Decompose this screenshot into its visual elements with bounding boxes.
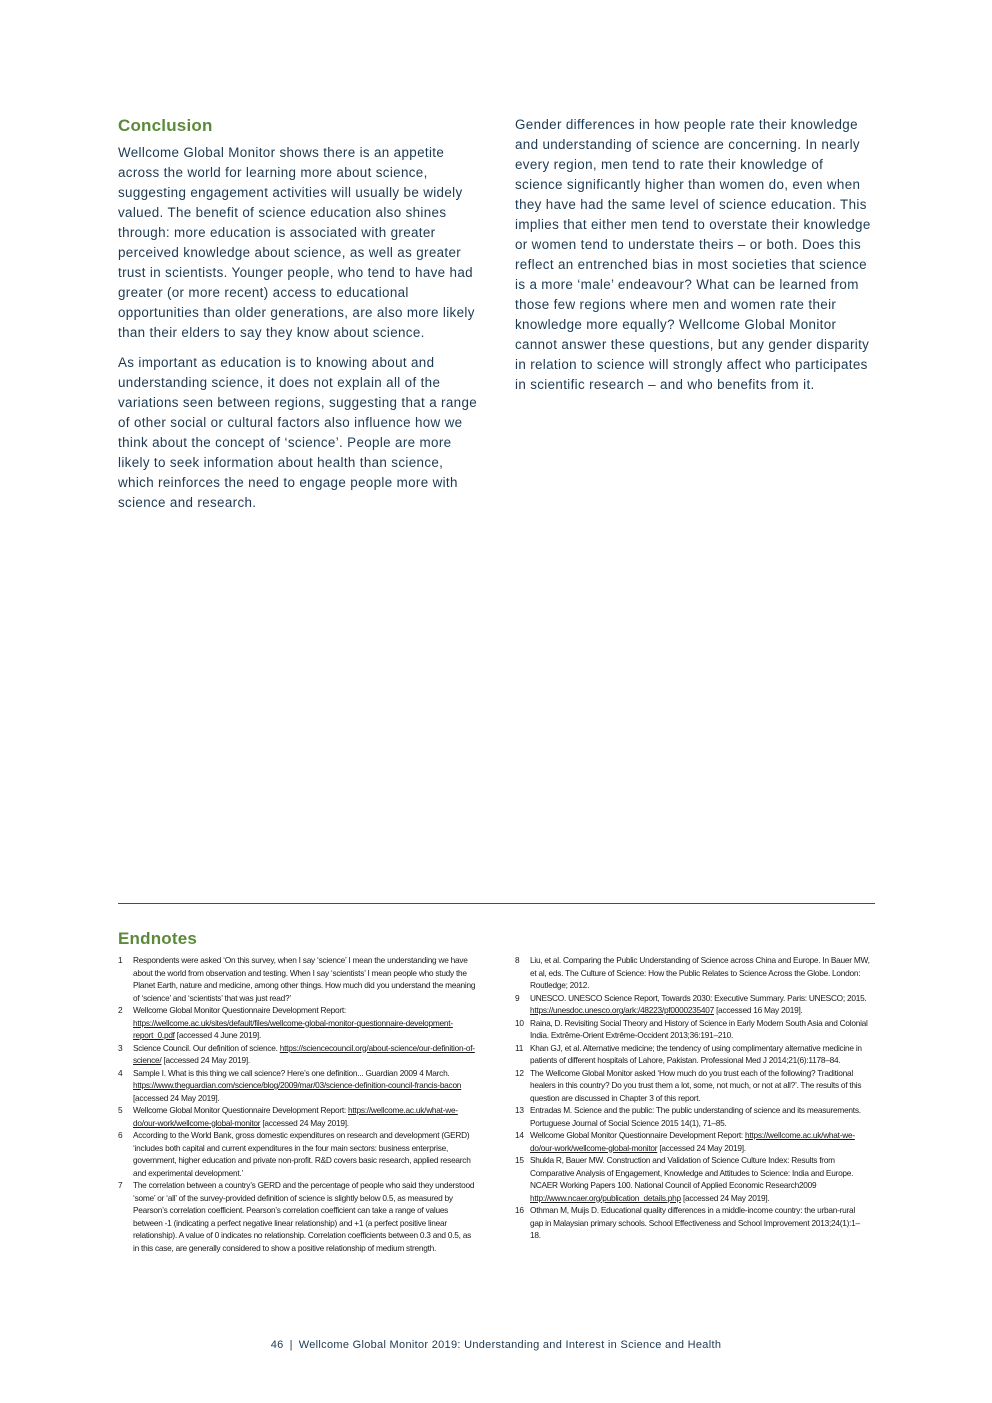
endnote-accessed-date: [accessed 16 May 2019]. — [714, 1005, 803, 1015]
endnote-link[interactable]: https://sciencecouncil.org/about-science/our-definition-of-science/ — [133, 1042, 475, 1065]
endnote-text: The correlation between a country’s GERD and the percentage of people who said they understood ‘some’ or ‘all’ of the survey-provided definition of science is slightly below 0.5, as measured by Pearson’s correlation coefficient. Pearson’s correlation coefficient can take a range of values between -1 (indicating a perfect negative linear relationship) and +1 (a perfect positive linear relationship). A value of 0 indicates no relationship. Correlation coefficients between 0.3 and 0.5, as in this case, are generally considered to show a positive relationship of medium strength. — [133, 1180, 475, 1253]
footer-title: Wellcome Global Monitor 2019: Understanding and Interest in Science and Health — [298, 1339, 722, 1351]
endnote-link[interactable]: https://wellcome.ac.uk/what-we-do/our-work/wellcome-global-monitor — [530, 1130, 855, 1153]
endnote-text: Wellcome Global Monitor Questionnaire Development Report: — [133, 1005, 346, 1015]
endnote-item — [515, 954, 870, 992]
endnote-item — [118, 1129, 476, 1179]
endnote-item — [118, 1104, 476, 1129]
endnote-item — [515, 1154, 870, 1204]
endnote-text: Wellcome Global Monitor Questionnaire Development Report: — [133, 1105, 349, 1115]
conclusion-paragraph-3: Gender differences in how people rate their knowledge and understanding of science are concerning. In nearly every region, men tend to rate their knowledge of science significantly higher than women do, even when they have had the same level of science education. This implies that either men tend to overstate their knowledge or women tend to understate theirs – or both. Does this reflect an entrenched bias in most societies that science is a more ‘male’ endeavour? What can be learned from those few regions where men and women rate their knowledge more equally? Wellcome Global Monitor cannot answer these questions, but any gender disparity in relation to science will strongly affect who participates in scientific research – and who benefits from it. — [515, 117, 871, 392]
endnote-text: Sample I. What is this thing we call science? Here’s one definition... Guardian 2009 4 March. — [133, 1067, 450, 1078]
endnote-accessed-date: [accessed 24 May 2019]. — [161, 1055, 250, 1065]
endnote-number: 13 — [515, 1105, 524, 1115]
endnote-text: UNESCO. UNESCO Science Report, Towards 2030: Executive Summary. Paris: UNESCO; 2015. — [530, 992, 867, 1003]
endnote-number: 9 — [515, 992, 520, 1003]
endnote-item — [118, 1042, 476, 1067]
endnote-number: 14 — [515, 1130, 524, 1140]
section-divider — [118, 903, 875, 904]
endnote-number: 1 — [118, 955, 123, 965]
endnote-number: 3 — [118, 1042, 123, 1053]
endnote-number: 16 — [515, 1205, 524, 1215]
endnote-number: 4 — [118, 1067, 123, 1078]
endnote-link[interactable]: https://www.theguardian.com/science/blog/2009/mar/03/science-definition-council-francis-bacon — [133, 1080, 462, 1090]
endnote-text: Shukla R, Bauer MW. Construction and Validation of Science Culture Index: Results from Comparative Analysis of Engagement, Knowledge and Attitudes to Science: India and Europe. NCAER Working Papers 100. National Council of Applied Economic Research2009 — [530, 1155, 854, 1190]
endnote-item — [515, 1129, 870, 1154]
endnote-item — [515, 1017, 870, 1042]
conclusion-paragraph-1: Wellcome Global Monitor shows there is an appetite across the world for learning more about science, suggesting engagement activities will usually be widely valued. The benefit of science education also shines through: more education is associated with greater perceived knowledge about science, as well as greater trust in scientists. Younger people, who tend to have had greater (or more recent) access to educational opportunities than older generations, are also more likely than their elders to say they know about science. — [118, 145, 475, 340]
endnote-accessed-date: [accessed 24 May 2019]. — [260, 1117, 349, 1128]
endnote-accessed-date: [accessed 24 May 2019]. — [133, 1092, 220, 1103]
page-number: 46 — [270, 1339, 284, 1351]
endnote-item — [515, 1204, 870, 1242]
endnote-item — [118, 1179, 476, 1254]
conclusion-left-column — [118, 143, 480, 523]
endnote-item — [515, 1067, 870, 1105]
endnote-text: Wellcome Global Monitor Questionnaire Development Report: — [530, 1130, 746, 1140]
endnote-accessed-date: [accessed 4 June 2019]. — [174, 1030, 262, 1040]
endnote-number: 15 — [515, 1155, 524, 1165]
endnote-number: 5 — [118, 1105, 123, 1115]
endnote-item — [118, 1004, 476, 1042]
endnote-number: 8 — [515, 955, 520, 965]
endnote-accessed-date: [accessed 24 May 2019]. — [680, 1192, 770, 1203]
endnote-number: 6 — [118, 1130, 123, 1140]
endnotes-heading: Endnotes — [118, 929, 198, 948]
endnote-accessed-date: [accessed 24 May 2019]. — [657, 1142, 746, 1153]
conclusion-right-column — [515, 115, 873, 405]
endnote-text: Liu, et al. Comparing the Public Understanding of Science across China and Europe. In Bauer MW, et al, eds. The Culture of Science: How the Public Relates to Science Across the Globe. London: Routledge; 2012. — [530, 955, 870, 990]
endnotes-list-left — [118, 954, 476, 1254]
endnote-text: Othman M, Muijs D. Educational quality differences in a middle-income country: the urban-rural gap in Malaysian primary schools. School Effectiveness and School Improvement 2013;24(1):1–18. — [530, 1205, 860, 1240]
endnote-text: Entradas M. Science and the public: The public understanding of science and its measurements. Portuguese Journal of Social Science 2015 14(1), 71–85. — [530, 1105, 861, 1128]
endnote-text: Respondents were asked ‘On this survey, when I say ‘science’ I mean the understanding we have about the world from observation and testing. When I say ‘scientists’ I mean people who study the Planet Earth, nature and medicine, among other things. How much did you understand the meaning of ‘science’ and ‘scientists’ that was just read?’ — [133, 955, 476, 1003]
endnote-link[interactable]: https://wellcome.ac.uk/sites/default/files/wellcome-global-monitor-questionnaire-development-report_0.pdf — [133, 1017, 453, 1040]
endnote-text: Science Council. Our definition of science. — [133, 1042, 280, 1053]
endnotes-list-right — [515, 954, 870, 1242]
endnote-number: 10 — [515, 1017, 524, 1028]
endnote-item — [515, 1104, 870, 1129]
endnote-link[interactable]: https://unesdoc.unesco.org/ark:/48223/pf0000235407 — [530, 1005, 715, 1015]
endnote-item — [515, 1042, 870, 1067]
endnote-text: Khan GJ, et al. Alternative medicine; the tendency of using complimentary alternative medicine in patients of different hospitals of Lahore, Pakistan. Professional Med J 2014;21(6):1178–84. — [530, 1042, 862, 1065]
endnote-link[interactable]: http://www.ncaer.org/publication_details.php — [530, 1192, 681, 1203]
endnote-number: 12 — [515, 1067, 524, 1078]
endnote-text: Raina, D. Revisiting Social Theory and History of Science in Early Modern South Asia and Colonial India. Extrême-Orient Extrême-Occident 2013;36:191–210. — [530, 1017, 868, 1040]
endnote-number: 11 — [515, 1042, 524, 1053]
conclusion-paragraph-2: As important as education is to knowing about and understanding science, it does not explain all of the variations seen between regions, suggesting that a range of other social or cultural factors also influence how we think about the concept of ‘science’. People are more likely to seek information about health than science, which reinforces the need to engage people more with science and research. — [118, 355, 478, 510]
endnote-text: The Wellcome Global Monitor asked ‘How much do you trust each of the following? Traditional healers in this country? Do you trust them a lot, some, not much, or not at all?’. The results of this question are discussed in Chapter 3 of this report. — [530, 1067, 862, 1103]
endnote-item — [515, 992, 870, 1017]
endnote-item — [118, 954, 476, 1004]
page-footer — [0, 1339, 992, 1351]
endnote-link[interactable]: https://wellcome.ac.uk/what-we-do/our-work/wellcome-global-monitor — [133, 1105, 458, 1128]
endnote-number: 2 — [118, 1005, 123, 1015]
footer-separator: | — [289, 1339, 293, 1351]
endnote-text: According to the World Bank, gross domestic expenditures on research and development (GERD) ‘includes both capital and current expenditures in the four main sectors: business enterprise, government, higher education and private non-profit. R&D covers basic research, applied research and experimental development.’ — [133, 1130, 471, 1178]
endnote-item — [118, 1067, 476, 1105]
conclusion-heading: Conclusion — [118, 116, 213, 135]
endnote-number: 7 — [118, 1180, 123, 1190]
